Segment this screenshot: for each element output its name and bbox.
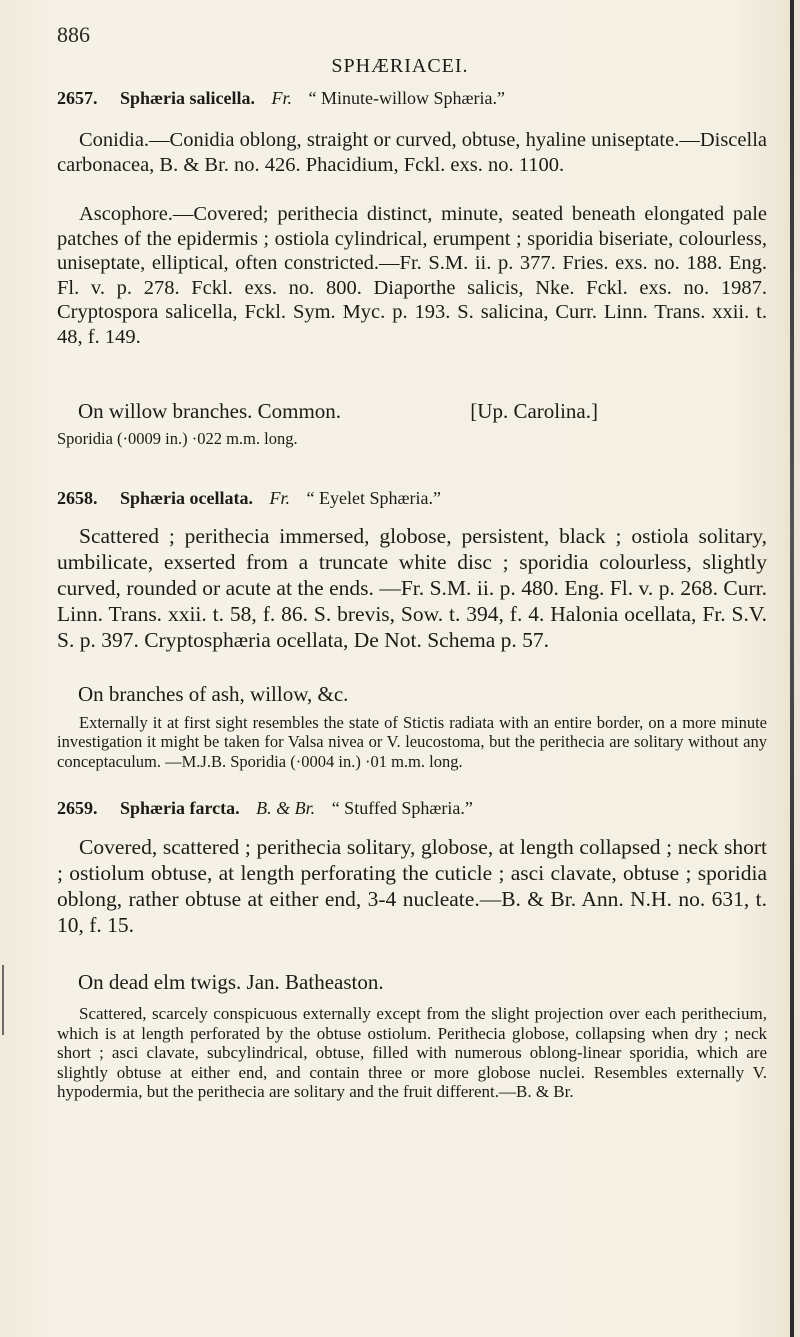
entry-header: [57, 88, 765, 109]
species-note: Externally it at first sight resembles the state of Stictis radiata with an entire border, on a more minute investigation it might be taken for Valsa nivea or V. leucostoma, but the perithecia are solitary without any conceptaculum. —M.J.B. Sporidia (·0004 in.) ·01 m.m. long.: [57, 713, 767, 771]
ascophore-description: Ascophore.—Covered; perithecia distinct, minute, seated beneath elongated pale patches of the epidermis ; ostiola cylindrical, erumpent ; sporidia biseriate, colourless, uniseptate, elliptical, often constricted.—Fr. S.M. ii. p. 377. Fries. exs. no. 188. Eng. Fl. v. p. 278. Fckl. exs. no. 800. Diaporthe salicis, Nke. Fckl. exs. no. 1987. Cryptospora salicella, Fckl. Sym. Myc. p. 193. S. salicina, Curr. Linn. Trans. xxii. t. 48, f. 149.: [57, 203, 767, 348]
habitat-text: On dead elm twigs. Jan. Batheaston.: [78, 970, 384, 994]
species-description: Covered, scattered ; perithecia solitary, globose, at length collapsed ; neck short ; ostiolum obtuse, at length perforating the cuticle ; asci clavate, obtuse ; sporidia oblong, rather obtuse at either end, 3-4 nucleate.—B. & Br. Ann. N.H. no. 631, t. 10, f. 15.: [57, 835, 767, 937]
species-authority: Fr.: [269, 488, 291, 508]
species-authority: B. & Br.: [256, 798, 316, 818]
binding-shadow: [790, 0, 794, 1337]
entry-header: [57, 798, 765, 819]
species-name: Sphæria ocellata.: [120, 488, 253, 508]
common-name: “ Minute-willow Sphæria.”: [308, 88, 506, 108]
species-note: Scattered, scarcely conspicuous externally except from the slight projection over each perithecium, which is at length perforated by the obtuse ostiolum. Perithecia globose, collapsing when dry ; neck short ; asci clavate, subcylindrical, obtuse, filled with numerous oblong-linear sporidia, which are slightly obtuse at either end, and contain three or more globose nuclei. Resembles externally V. hypodermia, but the perithecia are solitary and the fruit different.—B. & Br.: [57, 1004, 767, 1102]
entry-number: 2657.: [57, 88, 98, 108]
habitat-text: On branches of ash, willow, &c.: [78, 682, 349, 706]
species-name: Sphæria salicella.: [120, 88, 256, 108]
margin-mark: [2, 965, 4, 1035]
species-authority: Fr.: [271, 88, 293, 108]
common-name: “ Stuffed Sphæria.”: [331, 798, 473, 818]
habitat: [78, 399, 768, 424]
running-head: SPHÆRIACEI.: [331, 55, 469, 77]
page-edge: [794, 0, 800, 1337]
species-name: Sphæria farcta.: [120, 798, 240, 818]
entry-number: 2659.: [57, 798, 98, 818]
page-number: 886: [57, 22, 90, 47]
sporidia-measure: Sporidia (·0009 in.) ·022 m.m. long.: [57, 429, 298, 448]
habitat-text: On willow branches. Common.: [78, 399, 342, 423]
conidia-description: Conidia.—Conidia oblong, straight or curved, obtuse, hyaline uniseptate.—Discella carbonacea, B. & Br. no. 426. Phacidium, Fckl. exs. no. 1100.: [57, 129, 767, 176]
locality: [Up. Carolina.]: [470, 399, 598, 423]
habitat: [78, 970, 768, 995]
common-name: “ Eyelet Sphæria.”: [306, 488, 441, 508]
entry-header: [57, 488, 765, 509]
entry-number: 2658.: [57, 488, 98, 508]
habitat: [78, 682, 768, 707]
species-description: Scattered ; perithecia immersed, globose, persistent, black ; ostiola solitary, umbilicate, exserted from a truncate white disc ; sporidia colourless, slightly curved, rounded or acute at the ends. —Fr. S.M. ii. p. 480. Eng. Fl. v. p. 268. Curr. Linn. Trans. xxii. t. 58, f. 86. S. brevis, Sow. t. 394, f. 4. Halonia ocellata, Fr. S.V. S. p. 397. Cryptosphæria ocellata, De Not. Schema p. 57.: [57, 524, 767, 652]
